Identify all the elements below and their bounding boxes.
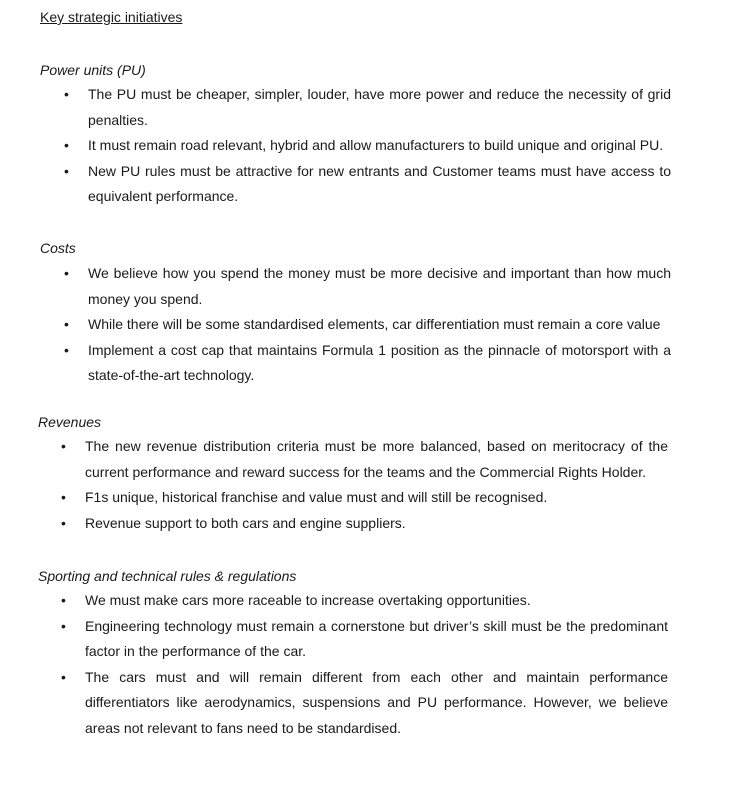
list-item	[64, 159, 671, 210]
list-item	[64, 338, 671, 389]
list-item	[61, 614, 668, 665]
list-item	[61, 665, 668, 742]
list-item	[61, 588, 668, 614]
bullet-text: While there will be some standardised elements, car differentiation must remain a core value	[88, 316, 661, 333]
bullet-text: The new revenue distribution criteria must be more balanced, based on meritocracy of the current performance and reward success for the teams and the Commercial Rights Holder.	[85, 438, 668, 480]
section-heading: Power units (PU)	[40, 62, 146, 78]
bullet-icon: •	[61, 438, 66, 454]
bullet-text: We believe how you spend the money must be more decisive and important than how much money you spend.	[88, 265, 671, 307]
bullet-list	[61, 434, 668, 536]
list-item	[61, 511, 668, 537]
list-item	[61, 485, 668, 511]
bullet-text: The PU must be cheaper, simpler, louder, have more power and reduce the necessity of grid penalties.	[88, 86, 671, 128]
bullet-icon: •	[64, 86, 69, 102]
bullet-icon: •	[61, 592, 66, 608]
bullet-icon: •	[61, 668, 66, 685]
bullet-icon: •	[64, 265, 69, 281]
bullet-list	[61, 588, 668, 742]
bullet-text: We must make cars more raceable to increase overtaking opportunities.	[85, 592, 531, 608]
list-item	[64, 312, 671, 338]
bullet-text: F1s unique, historical franchise and value must and will still be recognised.	[85, 489, 548, 506]
bullet-text: New PU rules must be attractive for new entrants and Customer teams must have access to equivalent performance.	[88, 162, 671, 205]
bullet-text: Engineering technology must remain a cornerstone but driver’s skill must be the predominant factor in the performance of the car.	[85, 617, 668, 660]
bullet-text: The cars must and will remain different from each other and maintain performance differentiators like aerodynamics, suspensions and PU performance. However, we believe areas not relevant to fans need to be standardised.	[85, 668, 668, 736]
bullet-icon: •	[64, 316, 69, 333]
section-heading: Revenues	[38, 414, 102, 430]
section-heading: Sporting and technical rules & regulations	[38, 568, 297, 584]
bullet-icon: •	[61, 514, 66, 531]
list-item	[64, 82, 671, 133]
bullet-icon: •	[64, 137, 69, 154]
bullet-text: Implement a cost cap that maintains Formula 1 position as the pinnacle of motorsport with a state-of-the-art technology.	[88, 341, 671, 384]
bullet-text: It must remain road relevant, hybrid and allow manufacturers to build unique and original PU.	[88, 137, 664, 154]
bullet-icon: •	[61, 617, 66, 634]
section-heading: Costs	[40, 240, 76, 256]
bullet-icon: •	[64, 341, 69, 358]
bullet-list	[64, 261, 671, 389]
bullet-icon: •	[64, 162, 69, 179]
document-title: Key strategic initiatives	[40, 9, 183, 25]
list-item	[64, 261, 671, 312]
list-item	[64, 133, 671, 159]
list-item	[61, 434, 668, 485]
bullet-list	[64, 82, 671, 210]
bullet-text: Revenue support to both cars and engine suppliers.	[85, 514, 406, 531]
bullet-icon: •	[61, 489, 66, 506]
